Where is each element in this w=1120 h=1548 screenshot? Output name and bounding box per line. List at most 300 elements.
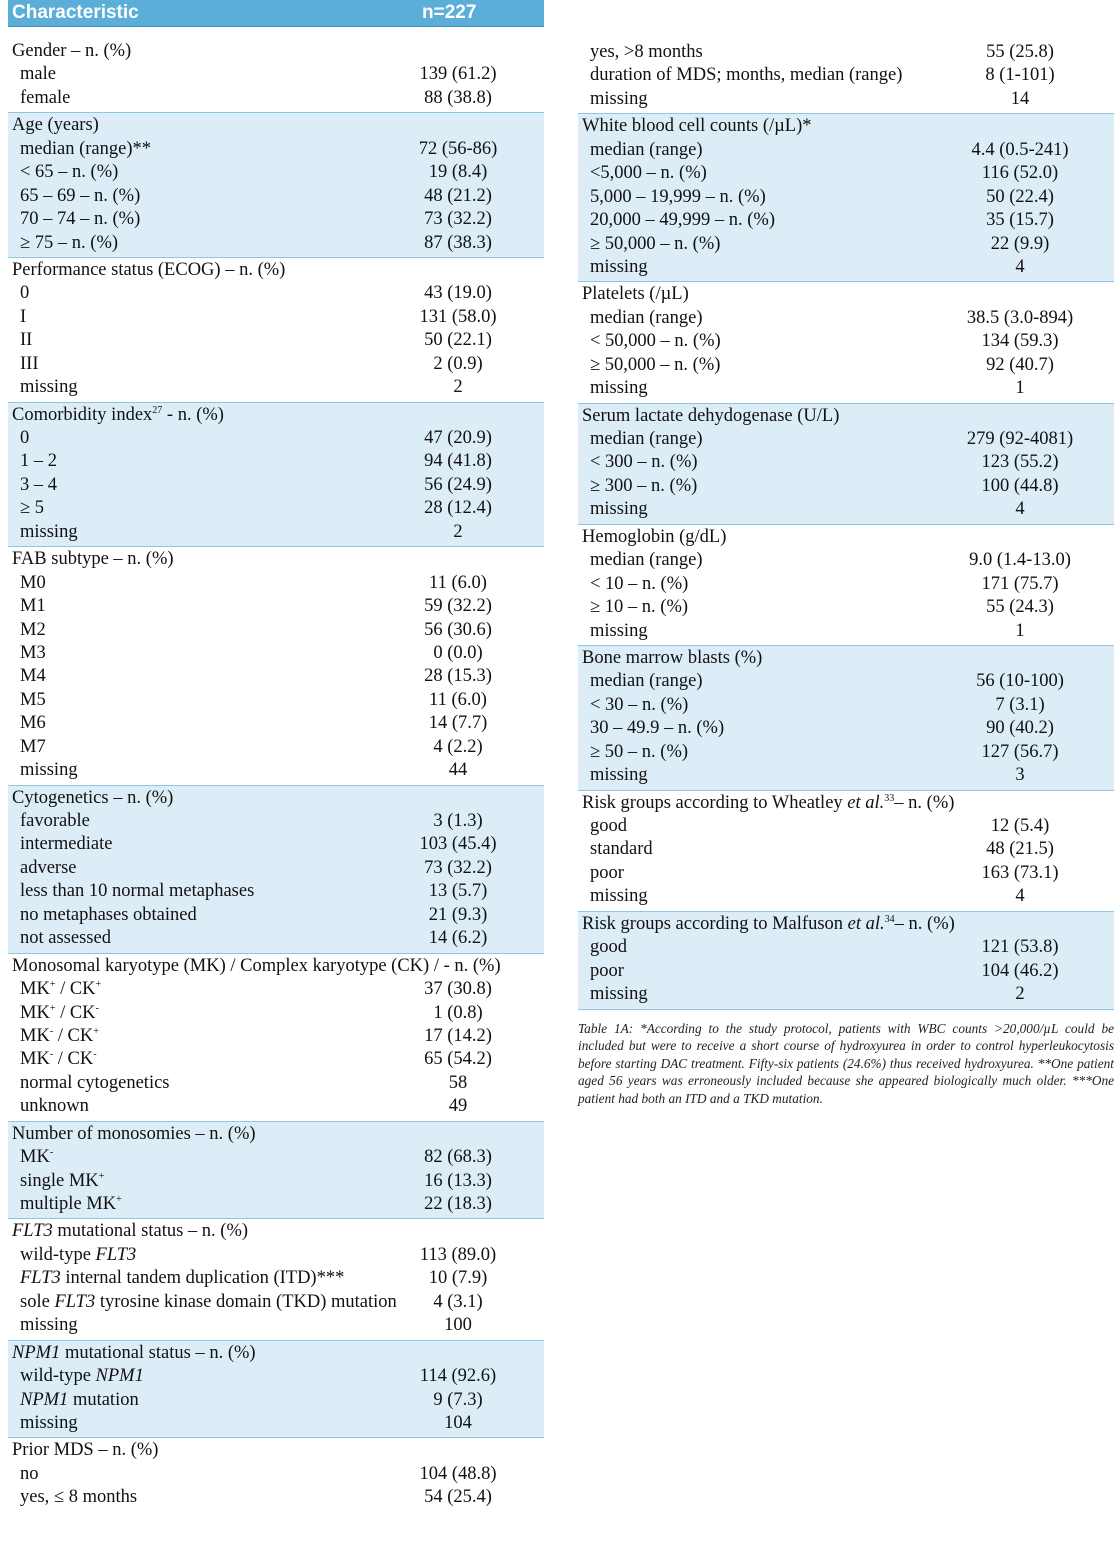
table-row	[578, 186, 1114, 209]
table-row	[8, 282, 544, 305]
table-row	[8, 185, 544, 208]
row-value: 56 (30.6)	[424, 619, 492, 640]
table-row	[578, 451, 1114, 474]
table-row	[578, 41, 1114, 64]
section-title	[8, 1342, 544, 1365]
row-label: sole FLT3 tyrosine kinase domain (TKD) mutation	[20, 1291, 397, 1312]
row-label: ≥ 50,000 – n. (%)	[590, 233, 721, 254]
row-label: good	[590, 816, 627, 836]
row-label: M4	[20, 666, 46, 687]
row-value: 104	[444, 1412, 472, 1433]
table-row	[8, 1002, 544, 1025]
row-value: 163 (73.1)	[981, 862, 1059, 883]
table-row	[578, 838, 1114, 861]
row-label: 5,000 – 19,999 – n. (%)	[590, 186, 766, 207]
section-title	[8, 787, 544, 810]
row-value: 104 (48.8)	[419, 1463, 497, 1484]
table-row	[8, 1412, 544, 1435]
table-row	[8, 1486, 544, 1509]
table-row	[8, 138, 544, 161]
table-section	[8, 547, 544, 785]
row-value: 56 (24.9)	[424, 474, 492, 495]
row-label: median (range)	[590, 550, 703, 571]
left-column	[8, 0, 544, 1512]
row-label: MK-	[20, 1146, 54, 1168]
section-title	[8, 114, 544, 137]
row-value: 1	[1015, 620, 1025, 641]
section-title-text: Monosomal karyotype (MK) / Complex karyotype (CK) / - n. (%)	[12, 955, 501, 976]
table-row	[578, 885, 1114, 908]
table-section	[8, 1219, 544, 1340]
row-value: 28 (15.3)	[424, 666, 492, 687]
row-label: standard	[590, 839, 653, 860]
table-section	[8, 1122, 544, 1220]
row-label: missing	[590, 256, 648, 277]
table-row	[8, 978, 544, 1001]
table-row	[8, 595, 544, 618]
section-title-text: Hemoglobin (g/dL)	[582, 526, 727, 547]
section-title-text: FLT3 mutational status – n. (%)	[12, 1221, 249, 1242]
row-value: 94 (41.8)	[424, 451, 492, 472]
row-label: median (range)	[590, 671, 703, 692]
row-label: 0	[20, 428, 30, 448]
row-label: < 65 – n. (%)	[20, 162, 119, 183]
row-value: 4	[1015, 256, 1025, 277]
row-label: missing	[590, 984, 648, 1005]
table-row	[578, 64, 1114, 87]
table-row	[8, 833, 544, 856]
section-title-text: Comorbidity index$^{27}$ - n. (%)	[12, 404, 224, 425]
row-value: 65 (54.2)	[424, 1049, 492, 1070]
row-label: MK- / CK-	[20, 1049, 97, 1070]
table-row	[578, 596, 1114, 619]
section-title	[578, 792, 1114, 815]
row-value: 9 (7.3)	[433, 1389, 483, 1410]
row-value: 88 (38.8)	[424, 87, 492, 108]
row-value: 1	[1015, 378, 1025, 399]
row-value: 116 (52.0)	[981, 163, 1059, 184]
table-row	[578, 233, 1114, 256]
table-row	[578, 862, 1114, 885]
table-section	[578, 404, 1114, 525]
table-section	[578, 525, 1114, 646]
row-value: 2	[1015, 984, 1025, 1005]
row-label: FLT3 internal tandem duplication (ITD)***	[20, 1268, 345, 1289]
table-section	[8, 954, 544, 1122]
header-label: Characteristic	[12, 2, 139, 23]
row-value: 19 (8.4)	[428, 162, 488, 183]
row-value: 9.0 (1.4-13.0)	[969, 550, 1071, 571]
row-label: 20,000 – 49,999 – n. (%)	[590, 210, 775, 231]
section-title-text: Serum lactate dehydogenase (U/L)	[582, 405, 840, 426]
row-label: adverse	[20, 857, 77, 878]
table-row	[8, 1146, 544, 1169]
row-value: 55 (24.3)	[986, 597, 1054, 618]
table-row	[578, 139, 1114, 162]
table-section	[578, 646, 1114, 791]
table-section	[578, 40, 1114, 114]
row-label: NPM1 mutation	[20, 1389, 139, 1410]
row-value: 171 (75.7)	[981, 573, 1059, 594]
row-value: 72 (56-86)	[418, 138, 498, 159]
row-value: 14	[1010, 88, 1030, 109]
row-value: 50 (22.4)	[986, 186, 1054, 207]
row-value: 14 (6.2)	[428, 928, 488, 949]
row-value: 113 (89.0)	[419, 1244, 497, 1265]
row-label: missing	[20, 1315, 78, 1336]
row-value: 134 (59.3)	[981, 331, 1059, 352]
row-value: 8 (1-101)	[985, 65, 1055, 86]
table-row	[8, 1193, 544, 1216]
table-row	[578, 256, 1114, 279]
table-row	[8, 1244, 544, 1267]
left-sections	[8, 39, 544, 1512]
table-footnote: Table 1A: *According to the study protocol, patients with WBC counts >20,000/µL could be included but were to receive a short course of hydroxyurea in order to control hyperleukocytosis before starting DAC treatment. Fifty-six patients (24.6%) thus received hydroxyurea. **One patient aged 56 years was erroneously included because she appeared biologically much older. ***One patient had both an ITD and a TKD mutation.	[578, 1020, 1114, 1106]
row-label: M2	[20, 619, 46, 640]
row-label: no	[20, 1463, 39, 1484]
row-label: missing	[20, 760, 78, 781]
table-row	[578, 741, 1114, 764]
table-row	[8, 572, 544, 595]
row-value: 11 (6.0)	[429, 572, 487, 593]
row-label: I	[20, 306, 27, 327]
table-row	[8, 1072, 544, 1095]
row-value: 35 (15.7)	[986, 210, 1054, 231]
header-value: n=227	[422, 2, 477, 23]
table-section	[578, 282, 1114, 403]
table-row	[578, 162, 1114, 185]
row-value: 12 (5.4)	[990, 816, 1050, 836]
section-title	[8, 40, 544, 63]
table-row	[578, 694, 1114, 717]
table-row	[8, 1025, 544, 1048]
row-label: ≥ 5	[20, 498, 45, 519]
table-row	[578, 307, 1114, 330]
table-row	[578, 354, 1114, 377]
right-sections	[578, 0, 1114, 1010]
table-section	[8, 113, 544, 258]
row-value: 58	[448, 1072, 468, 1093]
row-value: 28 (12.4)	[424, 498, 492, 519]
row-label: yes, ≤ 8 months	[20, 1487, 138, 1508]
row-label: MK+ / CK+	[20, 978, 102, 1000]
table-row	[8, 1048, 544, 1071]
table-row	[8, 427, 544, 450]
table-section	[8, 1438, 544, 1511]
row-label: MK+ / CK-	[20, 1002, 99, 1023]
table-row	[8, 1463, 544, 1486]
row-label: missing	[20, 521, 78, 542]
row-label: ≥ 50,000 – n. (%)	[590, 354, 721, 375]
table-row	[578, 549, 1114, 572]
table-row	[578, 498, 1114, 521]
row-value: 59 (32.2)	[424, 596, 492, 617]
table-section	[8, 258, 544, 403]
table-row	[578, 815, 1114, 838]
table-section	[8, 403, 544, 548]
row-label: median (range)**	[20, 138, 151, 159]
row-label: ≥ 10 – n. (%)	[590, 597, 689, 618]
right-column	[578, 0, 1114, 1107]
row-label: <5,000 – n. (%)	[590, 163, 707, 184]
row-value: 121 (53.8)	[981, 937, 1059, 958]
row-label: M0	[20, 572, 46, 593]
row-label: median (range)	[590, 429, 703, 449]
section-title-text: Risk groups according to Malfuson et al.$^{34}$– n. (%)	[582, 913, 955, 934]
row-value: 2	[453, 521, 463, 542]
row-label: 30 – 49.9 – n. (%)	[590, 718, 725, 739]
section-title-text: Cytogenetics – n. (%)	[12, 787, 174, 808]
row-label: no metaphases obtained	[20, 904, 197, 925]
table-row	[578, 475, 1114, 498]
row-label: multiple MK+	[20, 1193, 122, 1214]
row-value: 17 (14.2)	[424, 1025, 492, 1046]
section-title	[578, 647, 1114, 670]
row-label: ≥ 75 – n. (%)	[20, 232, 119, 253]
row-label: male	[20, 64, 56, 85]
table-row	[8, 689, 544, 712]
table-row	[578, 330, 1114, 353]
row-value: 279 (92-4081)	[966, 429, 1074, 449]
row-label: missing	[20, 377, 78, 398]
row-label: wild-type FLT3	[20, 1244, 137, 1265]
row-value: 13 (5.7)	[428, 881, 488, 902]
section-title-text: Performance status (ECOG) – n. (%)	[12, 259, 286, 280]
row-label: missing	[590, 88, 648, 109]
section-title	[578, 115, 1114, 138]
row-value: 131 (58.0)	[419, 306, 497, 327]
table-row	[8, 1170, 544, 1193]
row-value: 92 (40.7)	[986, 354, 1054, 375]
row-label: missing	[590, 620, 648, 641]
section-title-text: Age (years)	[12, 115, 99, 136]
row-value: 3 (1.3)	[433, 811, 483, 831]
row-value: 0 (0.0)	[433, 642, 483, 663]
table-row	[578, 428, 1114, 451]
row-label: missing	[590, 886, 648, 907]
table-row	[578, 377, 1114, 400]
section-title-text: Number of monosomies – n. (%)	[12, 1123, 256, 1144]
section-title-text: Gender – n. (%)	[12, 41, 132, 61]
table-row	[8, 1314, 544, 1337]
row-label: missing	[590, 765, 648, 786]
section-title	[578, 913, 1114, 936]
row-value: 43 (19.0)	[424, 283, 492, 304]
table-section	[8, 1341, 544, 1439]
row-label: poor	[590, 862, 624, 883]
row-value: 4 (3.1)	[433, 1291, 483, 1312]
row-label: MK- / CK+	[20, 1025, 99, 1046]
table-row	[578, 764, 1114, 787]
table-row	[578, 983, 1114, 1006]
row-label: M6	[20, 713, 46, 734]
row-value: 55 (25.8)	[986, 42, 1054, 62]
row-label: missing	[590, 499, 648, 520]
row-value: 22 (18.3)	[424, 1194, 492, 1214]
table-row	[578, 960, 1114, 983]
section-title-text: NPM1 mutational status – n. (%)	[12, 1342, 256, 1363]
table-section	[578, 912, 1114, 1010]
row-value: 48 (21.5)	[986, 839, 1054, 860]
row-label: M1	[20, 596, 46, 617]
table-row	[578, 209, 1114, 232]
row-value: 56 (10-100)	[976, 671, 1064, 692]
row-label: ≥ 50 – n. (%)	[590, 741, 689, 762]
table-row	[8, 619, 544, 642]
table-row	[8, 63, 544, 86]
table-row	[578, 573, 1114, 596]
row-label: < 50,000 – n. (%)	[590, 331, 721, 352]
table-row	[8, 306, 544, 329]
table-row	[8, 1389, 544, 1412]
row-label: missing	[20, 1412, 78, 1433]
row-value: 11 (6.0)	[429, 689, 487, 710]
section-title	[8, 548, 544, 571]
section-title	[8, 259, 544, 282]
row-value: 16 (13.3)	[424, 1170, 492, 1191]
row-label: not assessed	[20, 928, 111, 949]
table-row	[8, 329, 544, 352]
table-row	[8, 810, 544, 833]
row-value: 37 (30.8)	[424, 979, 492, 1000]
row-value: 48 (21.2)	[424, 185, 492, 206]
row-value: 114 (92.6)	[419, 1366, 497, 1387]
table-header	[8, 0, 544, 27]
section-title-text: Risk groups according to Wheatley et al.$^{33}$– n. (%)	[582, 792, 955, 813]
section-title	[8, 404, 544, 427]
row-label: poor	[590, 960, 624, 981]
row-value: 54 (25.4)	[424, 1487, 492, 1508]
row-value: 21 (9.3)	[428, 904, 488, 925]
section-title-text: Platelets (/µL)	[582, 284, 689, 305]
row-value: 4 (2.2)	[433, 736, 483, 757]
row-label: duration of MDS; months, median (range)	[590, 65, 903, 86]
table-section	[8, 39, 544, 113]
row-label: < 300 – n. (%)	[590, 452, 698, 473]
row-label: wild-type NPM1	[20, 1366, 144, 1387]
table-row	[8, 1267, 544, 1290]
row-value: 4	[1015, 499, 1025, 520]
row-label: III	[20, 353, 39, 374]
row-label: 65 – 69 – n. (%)	[20, 185, 141, 206]
row-label: M3	[20, 642, 46, 663]
row-label: single MK+	[20, 1170, 105, 1191]
row-label: less than 10 normal metaphases	[20, 881, 255, 902]
section-title	[8, 1439, 544, 1462]
row-label: unknown	[20, 1096, 89, 1117]
row-value: 103 (45.4)	[419, 834, 497, 855]
row-value: 14 (7.7)	[428, 713, 488, 734]
table-row	[8, 1291, 544, 1314]
row-label: II	[20, 330, 33, 351]
section-title-text: Prior MDS – n. (%)	[12, 1440, 159, 1461]
row-value: 139 (61.2)	[419, 64, 497, 85]
row-value: 22 (9.9)	[990, 233, 1050, 254]
row-value: 49	[448, 1096, 468, 1117]
row-value: 90 (40.2)	[986, 718, 1054, 739]
row-value: 2 (0.9)	[433, 353, 483, 374]
row-label: 3 – 4	[20, 474, 57, 495]
row-value: 87 (38.3)	[424, 232, 492, 253]
table-row	[8, 642, 544, 665]
row-label: favorable	[20, 811, 90, 831]
table-row	[8, 880, 544, 903]
table-row	[8, 232, 544, 255]
table-row	[8, 161, 544, 184]
row-value: 1 (0.8)	[433, 1002, 483, 1023]
row-value: 38.5 (3.0-894)	[966, 307, 1074, 328]
row-label: female	[20, 87, 71, 108]
section-title	[578, 405, 1114, 428]
section-title	[8, 1220, 544, 1243]
row-label: normal cytogenetics	[20, 1072, 170, 1093]
row-label: M7	[20, 736, 46, 757]
table-row	[8, 497, 544, 520]
table-row	[578, 88, 1114, 111]
section-title	[8, 1123, 544, 1146]
table-row	[8, 1095, 544, 1118]
row-value: 123 (55.2)	[981, 452, 1059, 473]
row-label: M5	[20, 689, 46, 710]
table-row	[8, 1365, 544, 1388]
section-title-text: FAB subtype – n. (%)	[12, 549, 174, 570]
section-title	[578, 526, 1114, 549]
table-row	[8, 87, 544, 110]
row-label: median (range)	[590, 139, 703, 160]
table-row	[8, 450, 544, 473]
row-value: 10 (7.9)	[428, 1268, 488, 1289]
row-label: ≥ 300 – n. (%)	[590, 475, 698, 496]
row-label: 1 – 2	[20, 451, 57, 472]
table-row	[8, 857, 544, 880]
table-row	[8, 353, 544, 376]
table-section	[578, 791, 1114, 912]
table-row	[8, 904, 544, 927]
row-label: < 30 – n. (%)	[590, 694, 689, 715]
table-row	[578, 936, 1114, 959]
table-row	[8, 927, 544, 950]
row-label: < 10 – n. (%)	[590, 573, 689, 594]
table-row	[578, 717, 1114, 740]
table-row	[578, 620, 1114, 643]
row-label: 70 – 74 – n. (%)	[20, 209, 141, 230]
row-value: 4.4 (0.5-241)	[971, 139, 1069, 160]
row-value: 100	[444, 1315, 472, 1336]
row-value: 2	[453, 377, 463, 398]
row-value: 73 (32.2)	[424, 857, 492, 878]
row-value: 44	[448, 760, 468, 781]
section-title	[578, 283, 1114, 306]
row-label: median (range)	[590, 307, 703, 328]
table-section	[8, 786, 544, 954]
table-row	[8, 665, 544, 688]
table-row	[8, 712, 544, 735]
row-label: good	[590, 937, 627, 958]
row-value: 73 (32.2)	[424, 209, 492, 230]
table-row	[8, 736, 544, 759]
row-value: 50 (22.1)	[424, 330, 492, 351]
row-value: 3	[1015, 765, 1025, 786]
section-title-text: White blood cell counts (/µL)*	[582, 116, 812, 137]
table-row	[8, 474, 544, 497]
section-title-text: Bone marrow blasts (%)	[582, 647, 763, 668]
row-value: 127 (56.7)	[981, 741, 1059, 762]
table-row	[578, 670, 1114, 693]
row-value: 4	[1015, 886, 1025, 907]
table-row	[8, 521, 544, 544]
table-section	[578, 114, 1114, 282]
row-label: missing	[590, 378, 648, 399]
